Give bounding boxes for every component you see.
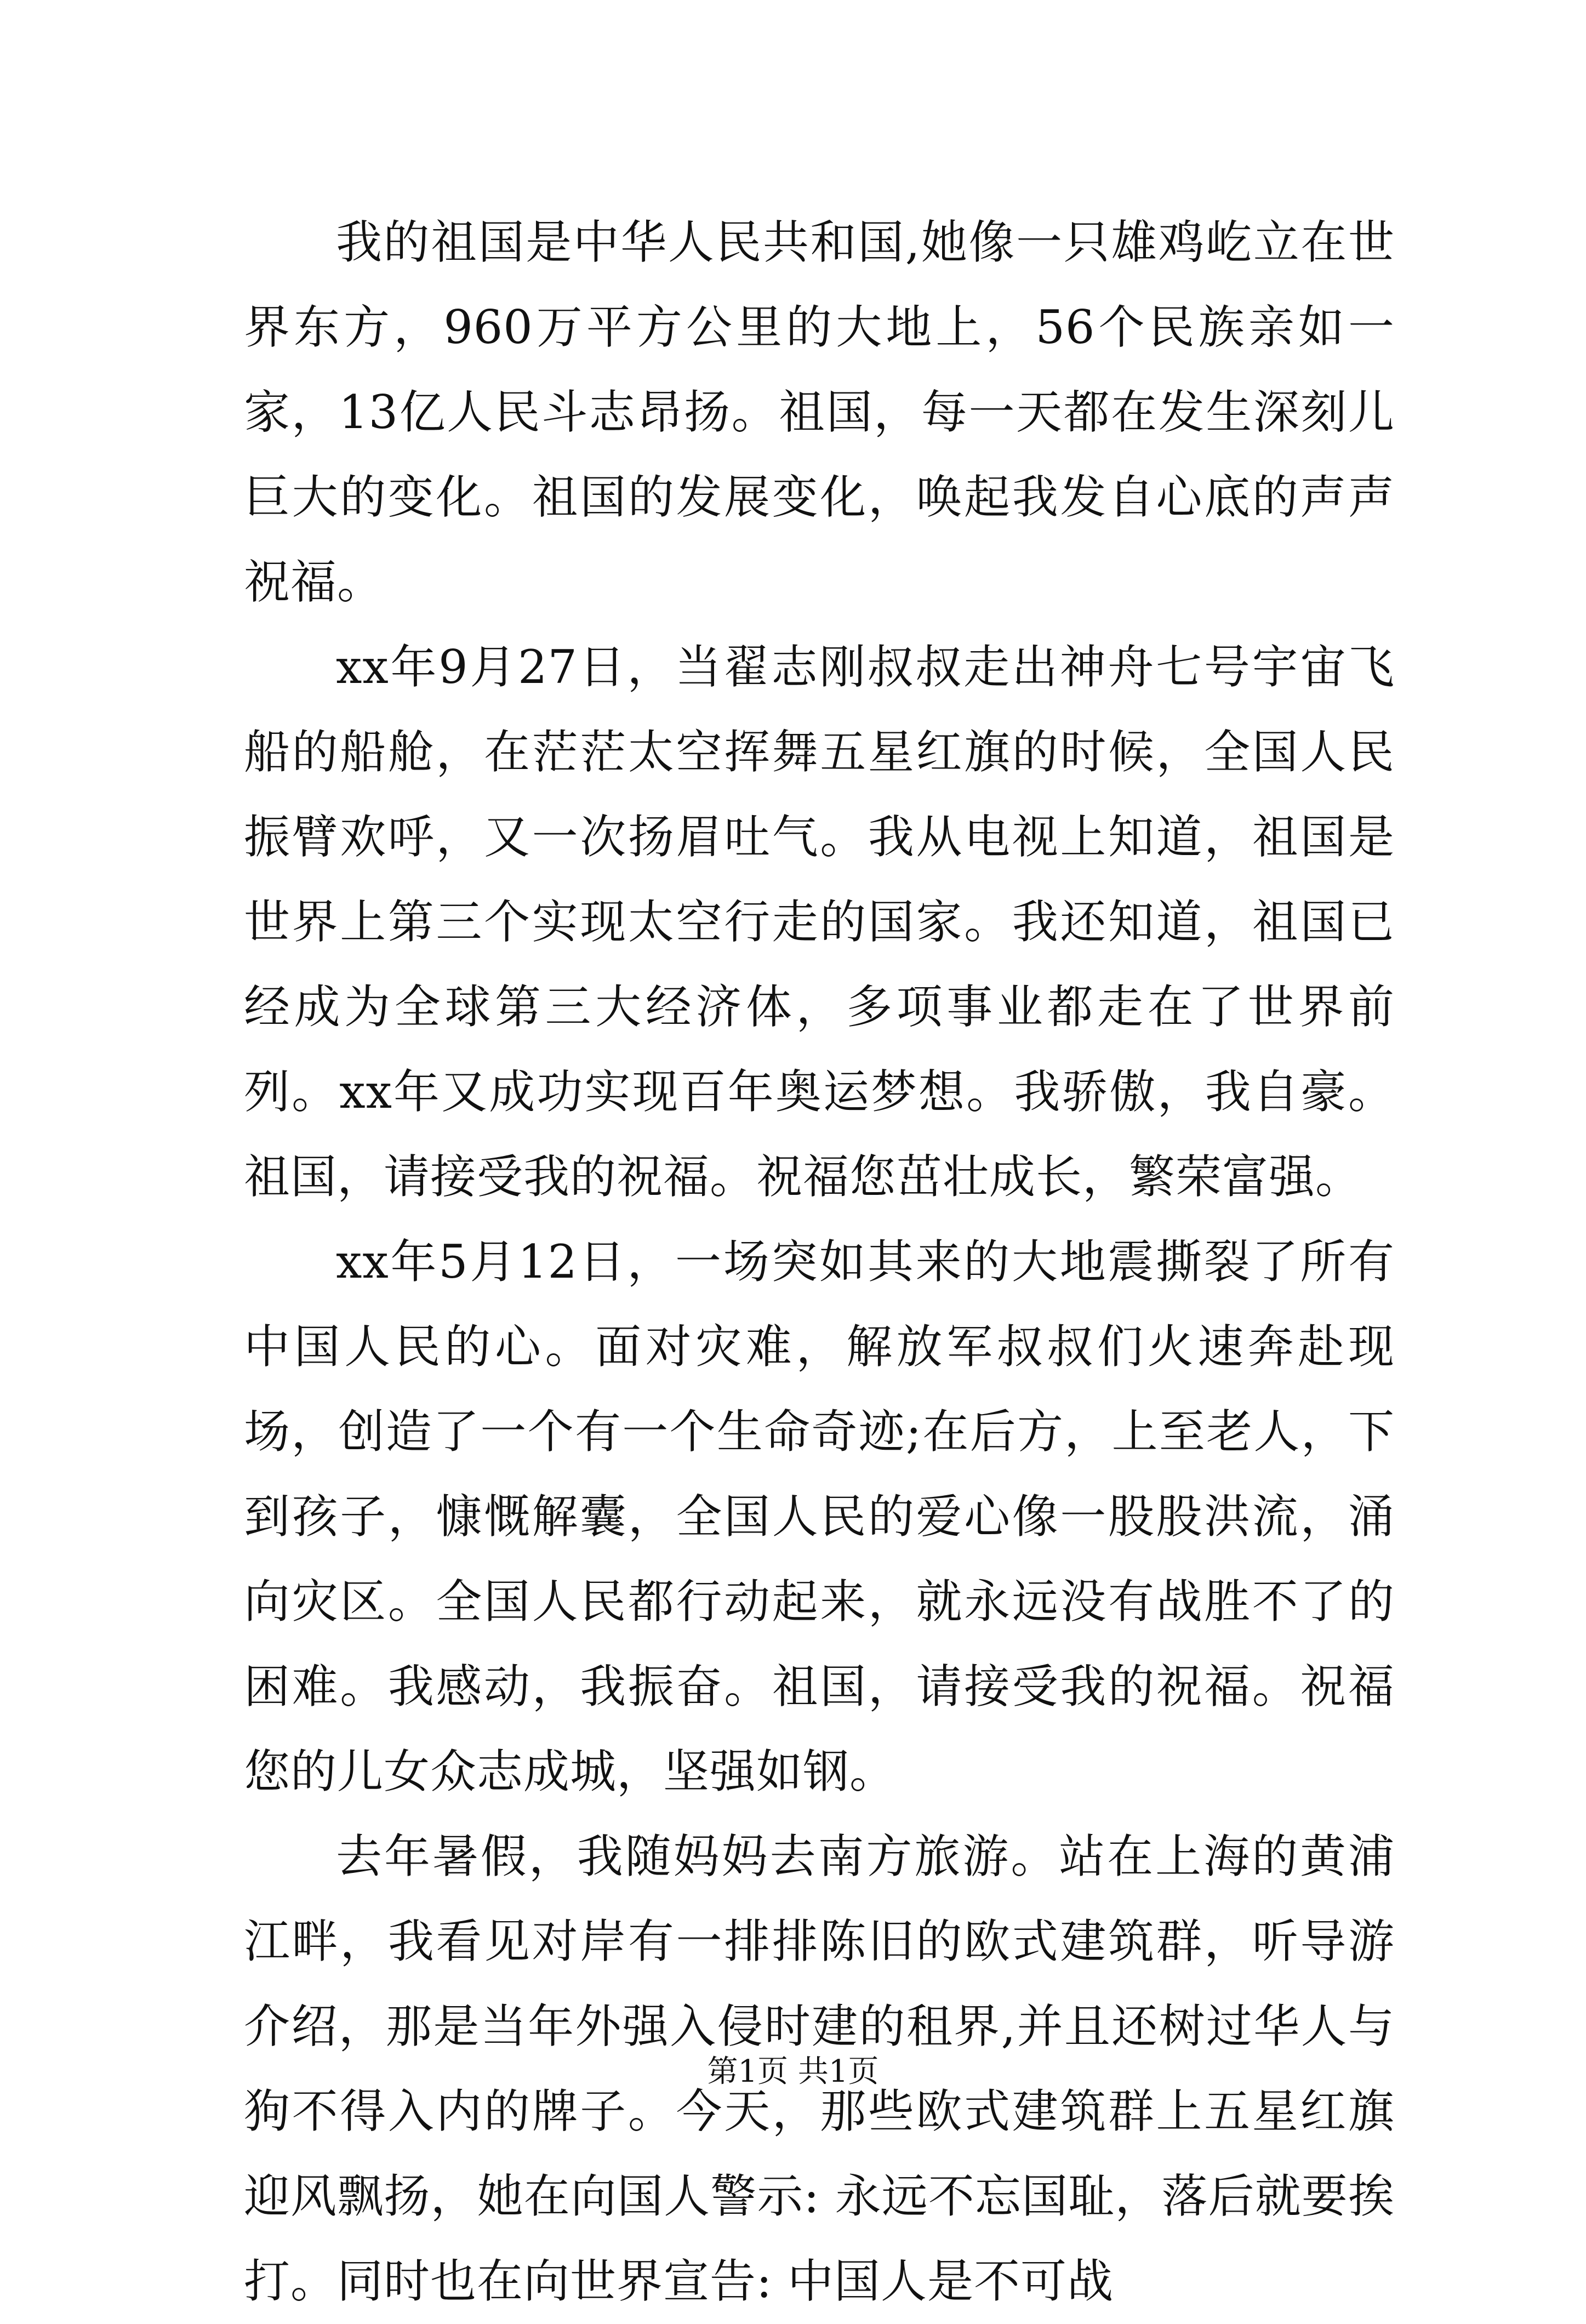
page-footer: 第1页 共1页: [707, 2054, 879, 2089]
paragraph-2: xx年9月27日，当翟志刚叔叔走出神舟七号宇宙飞船的船舱，在茫茫太空挥舞五星红旗的时候，全国人民振臂欢呼，又一次扬眉吐气。我从电视上知道，祖国是世界上第三个实现太空行走的国家。我还知道，祖国已经成为全球第三大经济体，多项事业都走在了世界前列。xx年又成功实现百年奥运梦想。我骄傲，我自豪。祖国，请接受我的祝福。祝福您茁壮成长，繁荣富强。: [244, 640, 1395, 1204]
paragraph-3: xx年5月12日，一场突如其来的大地震撕裂了所有中国人民的心。面对灾难，解放军叔叔们火速奔赴现场，创造了一个有一个生命奇迹;在后方，上至老人，下到孩子，慷慨解囊，全国人民的爱心像一股股洪流，涌向灾区。全国人民都行动起来，就永远没有战胜不了的困难。我感动，我振奋。祖国，请接受我的祝福。祝福您的儿女众志成城，坚强如钢。: [244, 1235, 1395, 1798]
paragraph-1: 我的祖国是中华人民共和国,她像一只雄鸡屹立在世界东方，960万平方公里的大地上，56个民族亲如一家，13亿人民斗志昂扬。祖国，每一天都在发生深刻儿巨大的变化。祖国的发展变化，唤起我发自心底的声声祝福。: [244, 215, 1395, 609]
body-text: [244, 200, 1395, 2324]
paragraph-4: 去年暑假，我随妈妈去南方旅游。站在上海的黄浦江畔，我看见对岸有一排排陈旧的欧式建筑群，听导游介绍，那是当年外强入侵时建的租界,并且还树过华人与狗不得入内的牌子。今天，那些欧式建筑群上五星红旗迎风飘扬，她在向国人警示: 永远不忘国耻，落后就要挨打。同时也在向世界宣告: 中国人是不可战: [244, 1830, 1395, 2308]
